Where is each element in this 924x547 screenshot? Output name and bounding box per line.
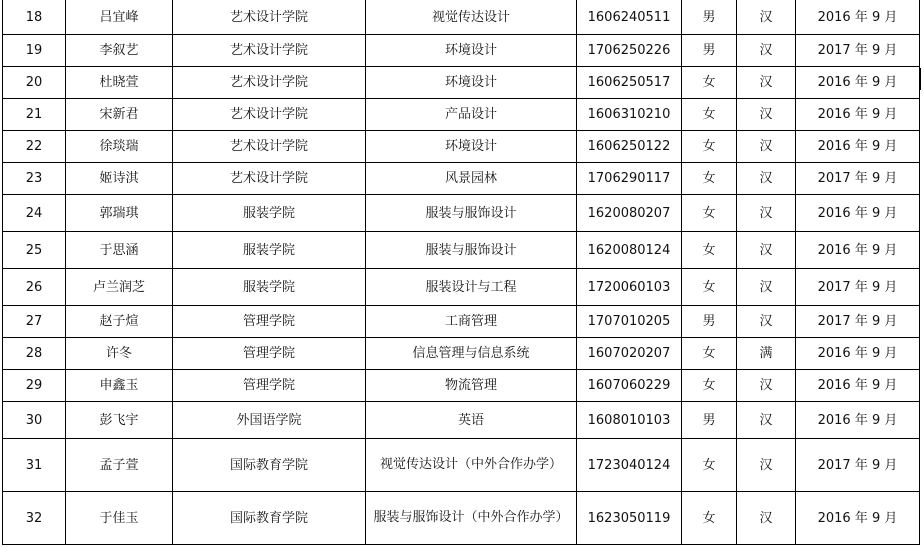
table-row (3, 439, 920, 492)
cell-name: 彭飞宇 (66, 402, 173, 439)
table-row (3, 232, 920, 269)
cell-gender: 女 (682, 131, 737, 163)
cell-gender: 女 (682, 338, 737, 370)
cell-gender: 女 (682, 439, 737, 492)
cell-enroll: 2017 年 9 月 (796, 35, 920, 67)
cell-no: 25 (3, 232, 66, 269)
cell-major: 风景园林 (366, 163, 577, 195)
cell-no: 27 (3, 306, 66, 338)
table-row (3, 269, 920, 306)
table-row (3, 67, 920, 99)
cell-enroll: 2016 年 9 月 (796, 338, 920, 370)
cell-enroll: 2016 年 9 月 (796, 492, 920, 545)
cell-college: 艺术设计学院 (173, 0, 366, 35)
cell-name: 姬诗淇 (66, 163, 173, 195)
table-row (3, 370, 920, 402)
cell-ethnicity: 汉 (737, 306, 796, 338)
cell-no: 30 (3, 402, 66, 439)
cell-name: 徐琰瑞 (66, 131, 173, 163)
cell-enroll: 2016 年 9 月 (796, 232, 920, 269)
cell-gender: 男 (682, 35, 737, 67)
cell-name: 郭瑞琪 (66, 195, 173, 232)
cell-college: 艺术设计学院 (173, 163, 366, 195)
cell-gender: 女 (682, 269, 737, 306)
cell-name: 宋新君 (66, 99, 173, 131)
cell-college: 艺术设计学院 (173, 131, 366, 163)
cell-enroll: 2016 年 9 月 (796, 195, 920, 232)
cell-no: 23 (3, 163, 66, 195)
cell-id: 1623050119 (577, 492, 682, 545)
cell-name: 孟子萱 (66, 439, 173, 492)
cell-name: 于佳玉 (66, 492, 173, 545)
table-row (3, 99, 920, 131)
cell-gender: 女 (682, 163, 737, 195)
cell-major: 工商管理 (366, 306, 577, 338)
cell-id: 1620080124 (577, 232, 682, 269)
cell-id: 1606250122 (577, 131, 682, 163)
cell-major: 服装与服饰设计 (366, 232, 577, 269)
cell-major: 环境设计 (366, 131, 577, 163)
cell-no: 20 (3, 67, 66, 99)
cell-gender: 男 (682, 306, 737, 338)
cell-enroll: 2016 年 9 月 (796, 370, 920, 402)
cell-gender: 女 (682, 232, 737, 269)
cell-gender: 女 (682, 370, 737, 402)
table-row (3, 492, 920, 545)
table-row (3, 131, 920, 163)
cell-id: 1706290117 (577, 163, 682, 195)
cell-college: 管理学院 (173, 338, 366, 370)
cell-name: 吕宜峰 (66, 0, 173, 35)
cell-major: 服装与服饰设计 (366, 195, 577, 232)
cell-name: 申鑫玉 (66, 370, 173, 402)
cell-ethnicity: 汉 (737, 492, 796, 545)
table-row (3, 338, 920, 370)
cell-id: 1723040124 (577, 439, 682, 492)
cell-no: 26 (3, 269, 66, 306)
student-table (2, 0, 920, 545)
cell-major: 环境设计 (366, 67, 577, 99)
cell-no: 21 (3, 99, 66, 131)
cell-ethnicity: 汉 (737, 163, 796, 195)
cell-college: 艺术设计学院 (173, 35, 366, 67)
cell-major: 视觉传达设计（中外合作办学） (366, 439, 577, 492)
table-row (3, 0, 920, 35)
cell-enroll: 2016 年 9 月 (796, 402, 920, 439)
cell-enroll: 2016 年 9 月 (796, 67, 920, 99)
cell-college: 服装学院 (173, 195, 366, 232)
cell-enroll: 2016 年 9 月 (796, 0, 920, 35)
cell-ethnicity: 汉 (737, 99, 796, 131)
cell-enroll: 2017 年 9 月 (796, 163, 920, 195)
cell-major: 物流管理 (366, 370, 577, 402)
cell-college: 管理学院 (173, 370, 366, 402)
cell-name: 杜晓萱 (66, 67, 173, 99)
cell-id: 1606240511 (577, 0, 682, 35)
cell-major: 服装与服饰设计（中外合作办学） (366, 492, 577, 545)
cell-no: 28 (3, 338, 66, 370)
cell-name: 赵子煊 (66, 306, 173, 338)
cell-enroll: 2016 年 9 月 (796, 99, 920, 131)
table-row (3, 402, 920, 439)
cell-id: 1608010103 (577, 402, 682, 439)
cell-ethnicity: 汉 (737, 269, 796, 306)
cell-enroll: 2017 年 9 月 (796, 439, 920, 492)
cell-id: 1707010205 (577, 306, 682, 338)
cell-major: 信息管理与信息系统 (366, 338, 577, 370)
cell-no: 32 (3, 492, 66, 545)
cell-id: 1606250517 (577, 67, 682, 99)
cell-no: 19 (3, 35, 66, 67)
cell-ethnicity: 汉 (737, 0, 796, 35)
cell-name: 于思涵 (66, 232, 173, 269)
table-edge-mark (919, 68, 921, 90)
table-row (3, 195, 920, 232)
cell-enroll: 2017 年 9 月 (796, 306, 920, 338)
cell-gender: 女 (682, 195, 737, 232)
cell-no: 18 (3, 0, 66, 35)
cell-no: 29 (3, 370, 66, 402)
cell-id: 1706250226 (577, 35, 682, 67)
cell-id: 1620080207 (577, 195, 682, 232)
cell-id: 1720060103 (577, 269, 682, 306)
cell-no: 24 (3, 195, 66, 232)
cell-gender: 女 (682, 67, 737, 99)
cell-major: 视觉传达设计 (366, 0, 577, 35)
cell-name: 李叙艺 (66, 35, 173, 67)
cell-no: 22 (3, 131, 66, 163)
cell-ethnicity: 满 (737, 338, 796, 370)
cell-id: 1607060229 (577, 370, 682, 402)
cell-ethnicity: 汉 (737, 35, 796, 67)
cell-major: 产品设计 (366, 99, 577, 131)
cell-gender: 男 (682, 0, 737, 35)
table-row (3, 163, 920, 195)
cell-ethnicity: 汉 (737, 439, 796, 492)
cell-name: 卢兰润芝 (66, 269, 173, 306)
cell-major: 环境设计 (366, 35, 577, 67)
table-row (3, 35, 920, 67)
cell-id: 1607020207 (577, 338, 682, 370)
cell-enroll: 2016 年 9 月 (796, 131, 920, 163)
cell-ethnicity: 汉 (737, 232, 796, 269)
cell-ethnicity: 汉 (737, 402, 796, 439)
cell-college: 管理学院 (173, 306, 366, 338)
cell-name: 许冬 (66, 338, 173, 370)
cell-college: 服装学院 (173, 269, 366, 306)
cell-ethnicity: 汉 (737, 67, 796, 99)
cell-enroll: 2017 年 9 月 (796, 269, 920, 306)
cell-ethnicity: 汉 (737, 195, 796, 232)
cell-no: 31 (3, 439, 66, 492)
cell-college: 服装学院 (173, 232, 366, 269)
cell-ethnicity: 汉 (737, 131, 796, 163)
cell-major: 英语 (366, 402, 577, 439)
table-row (3, 306, 920, 338)
cell-college: 国际教育学院 (173, 492, 366, 545)
cell-college: 艺术设计学院 (173, 67, 366, 99)
cell-gender: 女 (682, 492, 737, 545)
cell-ethnicity: 汉 (737, 370, 796, 402)
cell-major: 服装设计与工程 (366, 269, 577, 306)
cell-college: 外国语学院 (173, 402, 366, 439)
cell-gender: 女 (682, 99, 737, 131)
cell-college: 国际教育学院 (173, 439, 366, 492)
cell-id: 1606310210 (577, 99, 682, 131)
cell-college: 艺术设计学院 (173, 99, 366, 131)
cell-gender: 男 (682, 402, 737, 439)
